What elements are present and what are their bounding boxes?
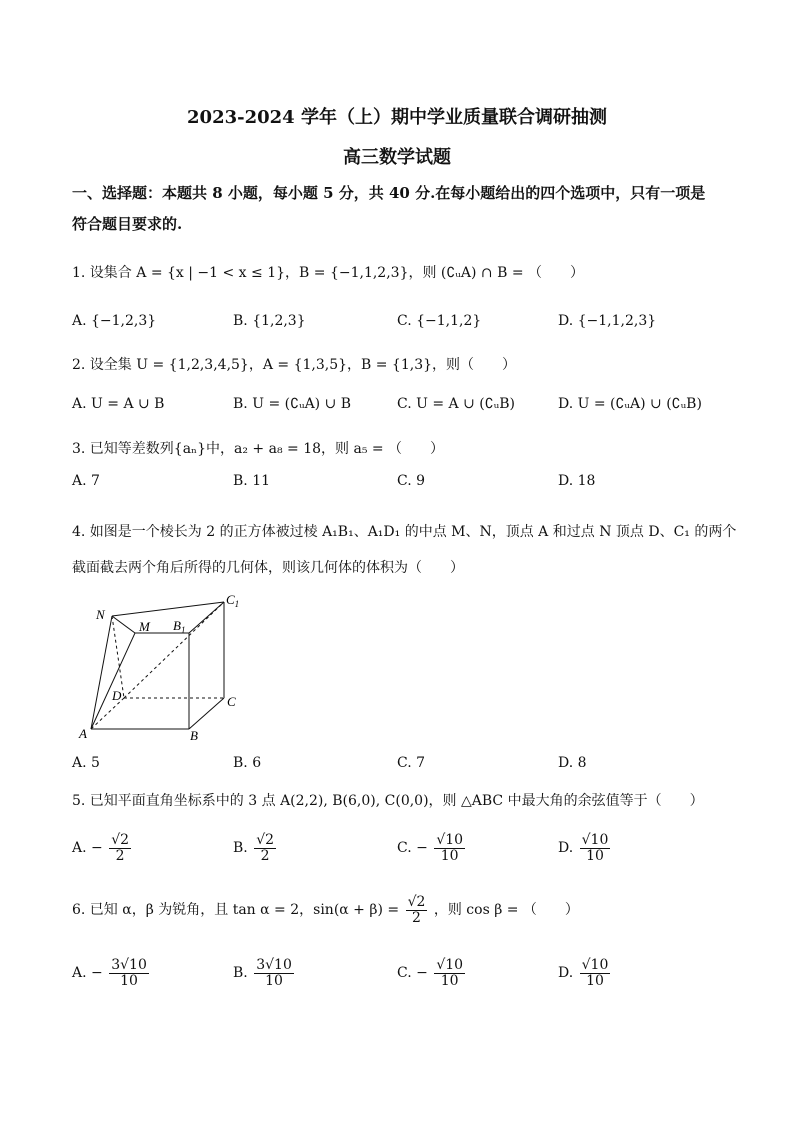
- option-sign: −: [91, 965, 103, 982]
- stem-part-1: 6. 已知 α，β 为锐角，且 tan α = 2，sin(α + β) =: [72, 902, 400, 919]
- option-fraction: [109, 833, 131, 863]
- denominator: 10: [120, 972, 138, 989]
- label-d: D: [112, 688, 122, 703]
- denominator: 2: [115, 847, 125, 864]
- q5-option-c: [397, 833, 467, 863]
- option-sign: −: [91, 840, 103, 857]
- option-letter: A.: [72, 840, 87, 857]
- truncated-cube-figure: [72, 588, 252, 743]
- option-fraction: [580, 958, 611, 988]
- denominator: 10: [586, 847, 604, 864]
- label-c: C: [227, 694, 236, 709]
- option-letter: C.: [397, 840, 412, 857]
- exam-subtitle: 高三数学试题: [343, 147, 451, 168]
- question-3-stem: 3. 已知等差数列{aₙ}中，a₂ + a₈ = 18，则 a₅ = （ ）: [72, 441, 445, 457]
- q5-option-b: [233, 833, 278, 863]
- q2-option-c: C. U = A ∪ (∁ᵤB): [397, 396, 515, 412]
- stem-fraction: [406, 895, 428, 925]
- option-letter: A.: [72, 965, 87, 982]
- edge-b-c: [189, 698, 224, 729]
- numerator: √10: [436, 957, 464, 973]
- label-n: N: [96, 607, 105, 622]
- q6-option-b: [233, 958, 296, 988]
- numerator: √10: [581, 957, 609, 973]
- q5-option-d: [558, 833, 612, 863]
- q1-option-d: D. {−1,1,2,3}: [558, 313, 657, 329]
- denominator: 2: [412, 909, 421, 926]
- section-heading-cont: 符合题目要求的.: [72, 215, 183, 233]
- q2-option-d: D. U = (∁ᵤA) ∪ (∁ᵤB): [558, 396, 702, 412]
- q4-option-a: A. 5: [72, 755, 100, 771]
- question-2-stem: 2. 设全集 U = {1,2,3,4,5}，A = {1,3,5}，B = {1,3}，则（ ）: [72, 357, 517, 373]
- option-letter: D.: [558, 840, 574, 857]
- exam-title: 2023-2024 学年（上）期中学业质量联合调研抽测: [187, 107, 607, 128]
- question-4-stem: 4. 如图是一个棱长为 2 的正方体被过棱 A₁B₁、A₁D₁ 的中点 M、N，顶点 A 和过点 N 顶点 D、C₁ 的两个: [72, 524, 737, 540]
- q4-option-b: B. 6: [233, 755, 262, 771]
- denominator: 10: [440, 847, 459, 864]
- question-5-stem: 5. 已知平面直角坐标系中的 3 点 A(2,2), B(6,0), C(0,0)，则 △ABC 中最大角的余弦值等于（ ）: [72, 793, 704, 809]
- option-fraction: [434, 958, 465, 988]
- label-b: B: [190, 728, 198, 743]
- hidden-edge-n-d: [112, 616, 124, 698]
- q1-option-b: B. {1,2,3}: [233, 313, 306, 329]
- question-1-stem: 1. 设集合 A = {x | −1 < x ≤ 1}，B = {−1,1,2,3}，则 (∁ᵤA) ∩ B = （ ）: [72, 265, 584, 281]
- q4-option-d: D. 8: [558, 755, 587, 771]
- edge-n-c1: [112, 602, 224, 616]
- option-fraction: [434, 833, 465, 863]
- q1-option-a: A. {−1,2,3}: [72, 313, 157, 329]
- question-6-stem: [72, 895, 579, 925]
- denominator: 10: [265, 972, 283, 989]
- q6-option-d: [558, 958, 612, 988]
- numerator: 3√10: [256, 957, 292, 973]
- stem-part-2: ，则 cos β = （ ）: [433, 902, 579, 919]
- numerator: √2: [111, 832, 130, 848]
- label-c1: $C_1$: [226, 592, 240, 609]
- numerator: √2: [407, 894, 426, 910]
- q6-option-a: [72, 958, 151, 988]
- option-sign: −: [416, 965, 428, 982]
- q6-option-c: [397, 958, 467, 988]
- numerator: √10: [581, 832, 609, 848]
- option-letter: C.: [397, 965, 412, 982]
- q3-option-a: A. 7: [72, 473, 100, 489]
- denominator: 10: [586, 972, 604, 989]
- option-fraction: [109, 958, 149, 988]
- q3-option-c: C. 9: [397, 473, 426, 489]
- q4-option-c: C. 7: [397, 755, 426, 771]
- denominator: 2: [260, 847, 270, 864]
- label-m: M: [139, 619, 150, 634]
- numerator: √2: [256, 832, 275, 848]
- option-fraction: [254, 958, 294, 988]
- label-a: A: [79, 726, 87, 741]
- option-sign: −: [416, 840, 428, 857]
- option-fraction: [254, 833, 276, 863]
- edge-b1-c1: [189, 602, 224, 633]
- edge-n-m: [112, 616, 135, 633]
- hidden-edge-d-c1: [124, 602, 224, 698]
- option-letter: B.: [233, 840, 248, 857]
- numerator: √10: [436, 832, 464, 848]
- numerator: 3√10: [111, 957, 147, 973]
- edge-m-a: [91, 633, 135, 729]
- option-fraction: [580, 833, 611, 863]
- q2-option-a: A. U = A ∪ B: [72, 396, 165, 412]
- question-4-stem-cont: 截面截去两个角后所得的几何体，则该几何体的体积为（ ）: [72, 560, 464, 576]
- label-b1: $B_1$: [173, 618, 186, 635]
- option-letter: D.: [558, 965, 574, 982]
- option-letter: B.: [233, 965, 248, 982]
- q3-option-d: D. 18: [558, 473, 596, 489]
- q1-option-c: C. {−1,1,2}: [397, 313, 482, 329]
- q2-option-b: B. U = (∁ᵤA) ∪ B: [233, 396, 352, 412]
- q5-option-a: [72, 833, 133, 863]
- denominator: 10: [440, 972, 459, 989]
- q3-option-b: B. 11: [233, 473, 271, 489]
- section-heading: 一、选择题：本题共 8 小题，每小题 5 分，共 40 分.在每小题给出的四个选项中，只有一项是: [72, 184, 706, 202]
